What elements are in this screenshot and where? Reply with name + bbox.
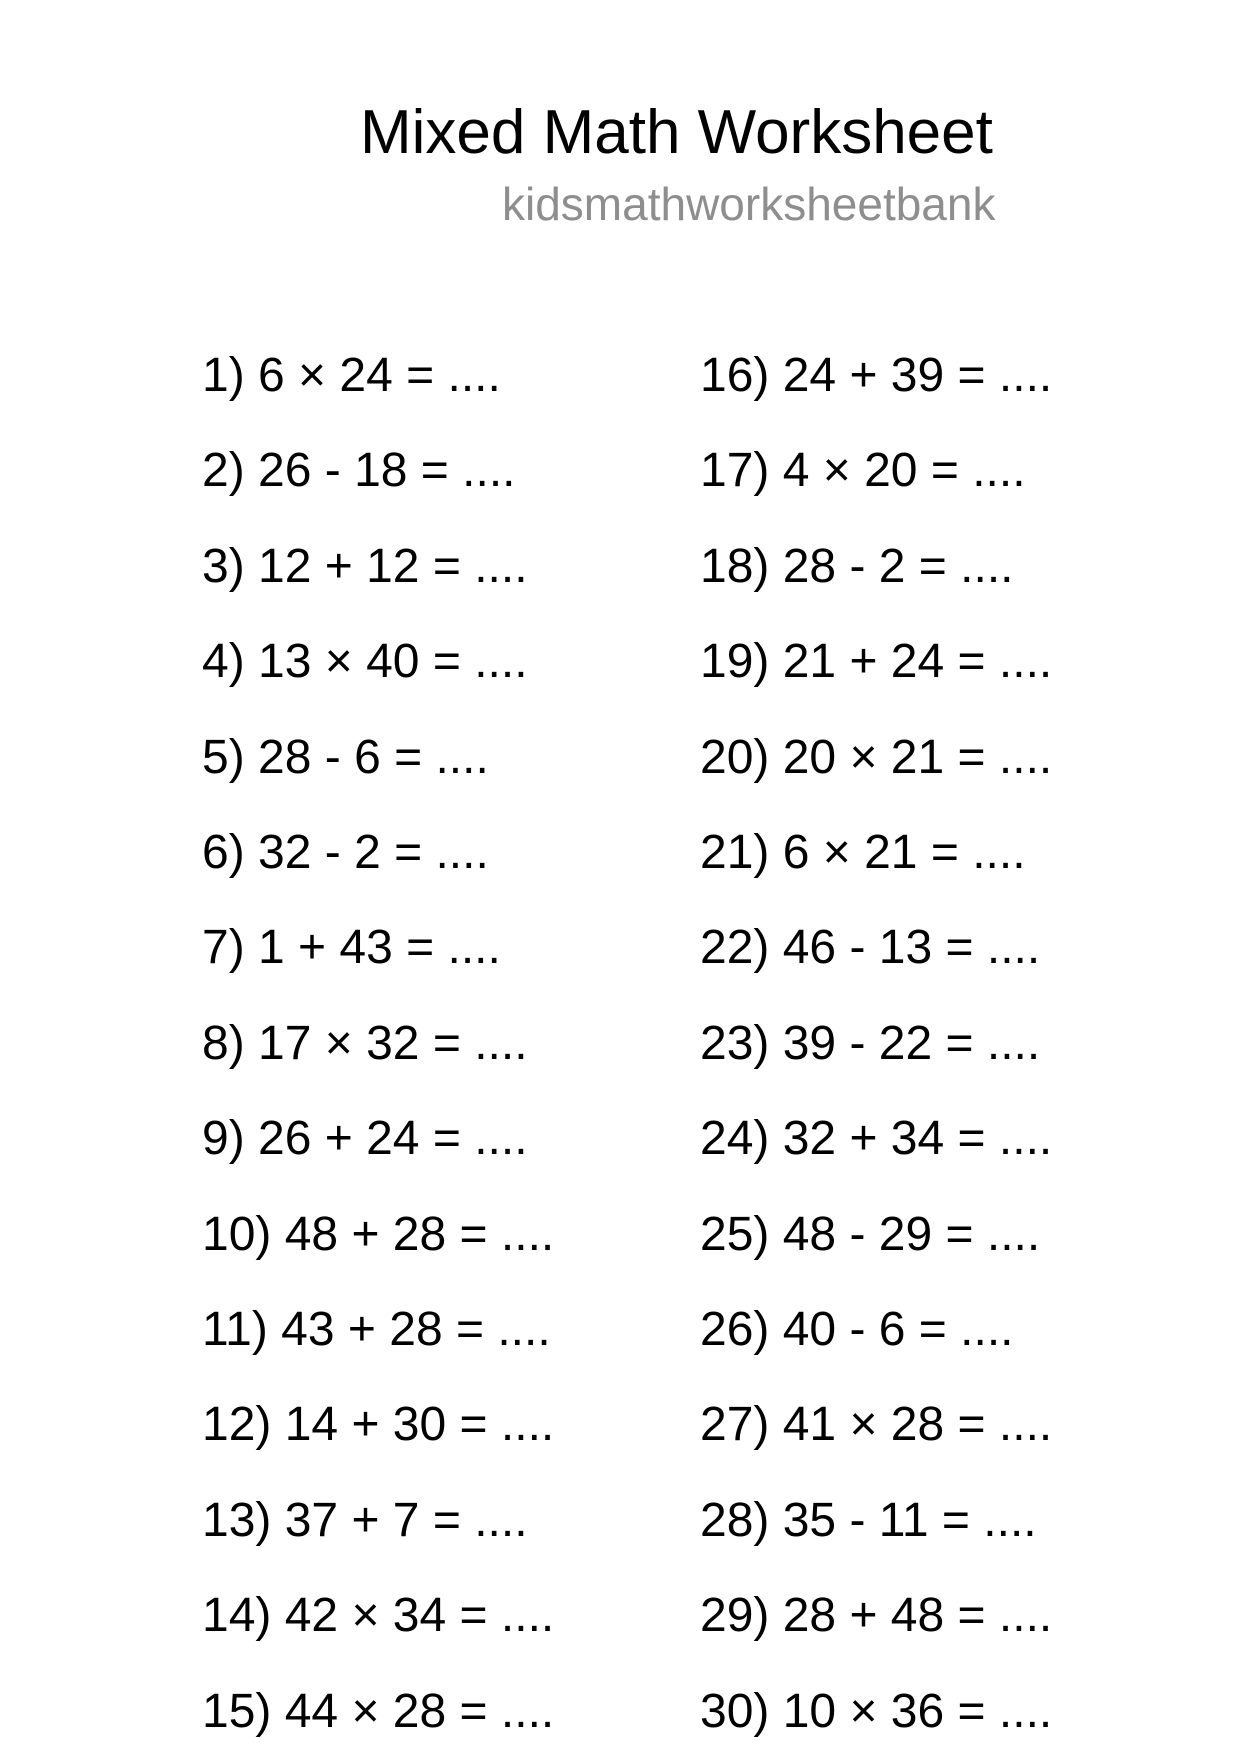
problem-15: 15) 44 × 28 = .... [202,1684,555,1738]
problem-21: 21) 6 × 21 = .... [700,826,1026,880]
problem-16: 16) 24 + 39 = .... [700,349,1053,402]
problem-29: 29) 28 + 48 = .... [700,1589,1053,1643]
problem-9: 9) 26 + 24 = .... [202,1112,528,1166]
problem-25: 25) 48 - 29 = .... [700,1207,1041,1261]
problem-11: 11) 43 + 28 = .... [202,1303,551,1357]
problem-3: 3) 12 + 12 = .... [202,539,528,593]
problem-27: 27) 41 × 28 = .... [700,1398,1053,1452]
problem-5: 5) 28 - 6 = .... [202,730,489,784]
problem-19: 19) 21 + 24 = .... [700,635,1053,689]
worksheet-subtitle: kidsmathworksheetbank [502,178,996,230]
worksheet-title: Mixed Math Worksheet [360,98,993,167]
problem-14: 14) 42 × 34 = .... [202,1589,555,1643]
problem-22: 22) 46 - 13 = .... [700,921,1041,975]
problem-2: 2) 26 - 18 = .... [202,444,516,498]
problem-8: 8) 17 × 32 = .... [202,1016,528,1070]
problem-12: 12) 14 + 30 = .... [202,1398,555,1452]
problem-6: 6) 32 - 2 = .... [202,826,489,880]
problems-column-left [202,328,554,1759]
problem-30: 30) 10 × 36 = .... [700,1684,1053,1738]
problem-23: 23) 39 - 22 = .... [700,1016,1041,1070]
problem-24: 24) 32 + 34 = .... [700,1112,1053,1166]
problems-column-right [700,328,1052,1759]
problem-4: 4) 13 × 40 = .... [202,635,528,689]
problem-26: 26) 40 - 6 = .... [700,1303,1014,1357]
problem-17: 17) 4 × 20 = .... [700,444,1026,498]
problem-28: 28) 35 - 11 = .... [700,1493,1037,1547]
problem-18: 18) 28 - 2 = .... [700,539,1014,593]
problem-1: 1) 6 × 24 = .... [202,349,501,402]
problem-10: 10) 48 + 28 = .... [202,1207,555,1261]
problem-20: 20) 20 × 21 = .... [700,730,1053,784]
problem-7: 7) 1 + 43 = .... [202,921,501,975]
problem-13: 13) 37 + 7 = .... [202,1493,528,1547]
